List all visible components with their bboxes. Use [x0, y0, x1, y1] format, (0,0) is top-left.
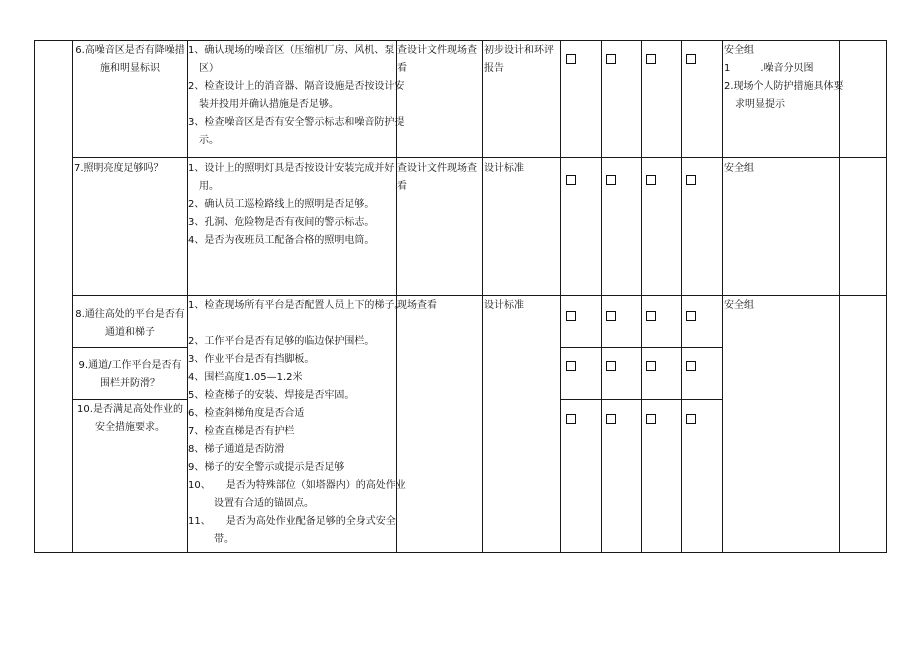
checkbox[interactable]: [686, 311, 696, 321]
check-step: 2、确认员工巡检路线上的照明是否足够。: [188, 199, 375, 210]
checkbox[interactable]: [566, 361, 576, 371]
checklist-table: [34, 40, 887, 553]
owner-cell: 安全组: [724, 163, 754, 174]
item-cell: 7.照明亮度足够吗？: [74, 163, 164, 174]
row-divider: [72, 157, 887, 158]
checkbox[interactable]: [566, 175, 576, 185]
col-divider: [681, 40, 682, 553]
checkbox[interactable]: [646, 54, 656, 64]
check-step: 3、作业平台是否有挡脚板。: [188, 354, 315, 365]
col-divider: [482, 40, 483, 553]
checkbox[interactable]: [566, 311, 576, 321]
col-divider: [34, 40, 35, 553]
checkbox[interactable]: [606, 414, 616, 424]
basis-cell: 初步设计和环评报告: [484, 45, 554, 74]
col-divider: [560, 40, 561, 553]
note-line: 2.现场个人防护措施具体要求明显提示: [724, 81, 844, 110]
col-divider: [886, 40, 887, 553]
row-divider: [34, 40, 887, 41]
basis-cell: 设计标准: [484, 300, 524, 311]
check-step: 8、梯子通道是否防滑: [188, 444, 285, 455]
check-step: 4、是否为夜班员工配备合格的照明电筒。: [188, 235, 375, 246]
col-divider: [839, 40, 840, 553]
check-step: 5、检查梯子的安装、焊接是否牢固。: [188, 390, 355, 401]
check-step: 11、 是否为高处作业配备足够的全身式安全带。: [188, 516, 396, 545]
row-divider: [72, 399, 187, 400]
owner-cell: 安全组: [724, 45, 754, 56]
col-divider: [72, 40, 73, 553]
check-step: 3、孔洞、危险物是否有夜间的警示标志。: [188, 217, 375, 228]
row-divider: [34, 552, 887, 553]
item-cell: 6.高噪音区是否有降噪措施和明显标识: [75, 45, 185, 74]
check-step: 3、检查噪音区是否有安全警示标志和噪音防护提示。: [188, 117, 405, 146]
col-divider: [722, 40, 723, 553]
method-cell: 查设计文件现场查看: [397, 163, 477, 192]
checkbox[interactable]: [566, 414, 576, 424]
checkbox[interactable]: [606, 361, 616, 371]
note-line: 1 .噪音分贝图: [724, 63, 814, 74]
check-step: 6、检查斜梯角度是否合适: [188, 408, 305, 419]
check-step: 1、设计上的照明灯具是否按设计安装完成并好用。: [188, 163, 395, 192]
checkbox[interactable]: [686, 175, 696, 185]
checkbox[interactable]: [566, 54, 576, 64]
row-divider: [72, 347, 187, 348]
checkbox[interactable]: [646, 414, 656, 424]
check-step: 2、检查设计上的消音器、隔音设施是否按设计安装并投用并确认措施是否足够。: [188, 81, 405, 110]
check-step: 7、检查直梯是否有护栏: [188, 426, 295, 437]
col-divider: [601, 40, 602, 553]
check-step: 10、 是否为特殊部位（如塔器内）的高处作业设置有合适的锚固点。: [188, 480, 406, 509]
check-step: 2、工作平台是否有足够的临边保护围栏。: [188, 336, 375, 347]
checkbox[interactable]: [606, 54, 616, 64]
check-step: 1、确认现场的噪音区（压缩机厂房、风机、泵区）: [188, 45, 395, 74]
checkbox[interactable]: [646, 311, 656, 321]
checkbox[interactable]: [646, 361, 656, 371]
item-cell: 10.是否满足高处作业的安全措施要求。: [77, 404, 183, 433]
check-step: 1、检查现场所有平台是否配置人员上下的梯子。: [188, 300, 405, 311]
check-step: 9、梯子的安全警示或提示是否足够: [188, 462, 345, 473]
method-cell: 查设计文件现场查看: [397, 45, 477, 74]
checkbox[interactable]: [686, 54, 696, 64]
checkbox[interactable]: [606, 311, 616, 321]
owner-cell: 安全组: [724, 300, 754, 311]
col-divider: [641, 40, 642, 553]
checkbox[interactable]: [606, 175, 616, 185]
item-cell: 9.通道/工作平台是否有围栏并防滑？: [78, 360, 182, 389]
method-cell: 现场查看: [397, 300, 437, 311]
row-divider: [72, 295, 887, 296]
checkbox[interactable]: [646, 175, 656, 185]
item-cell: 8.通往高处的平台是否有通道和梯子: [75, 309, 185, 338]
check-step: 4、围栏高度1.05—1.2米: [188, 372, 303, 383]
basis-cell: 设计标准: [484, 163, 524, 174]
checkbox[interactable]: [686, 414, 696, 424]
checkbox[interactable]: [686, 361, 696, 371]
